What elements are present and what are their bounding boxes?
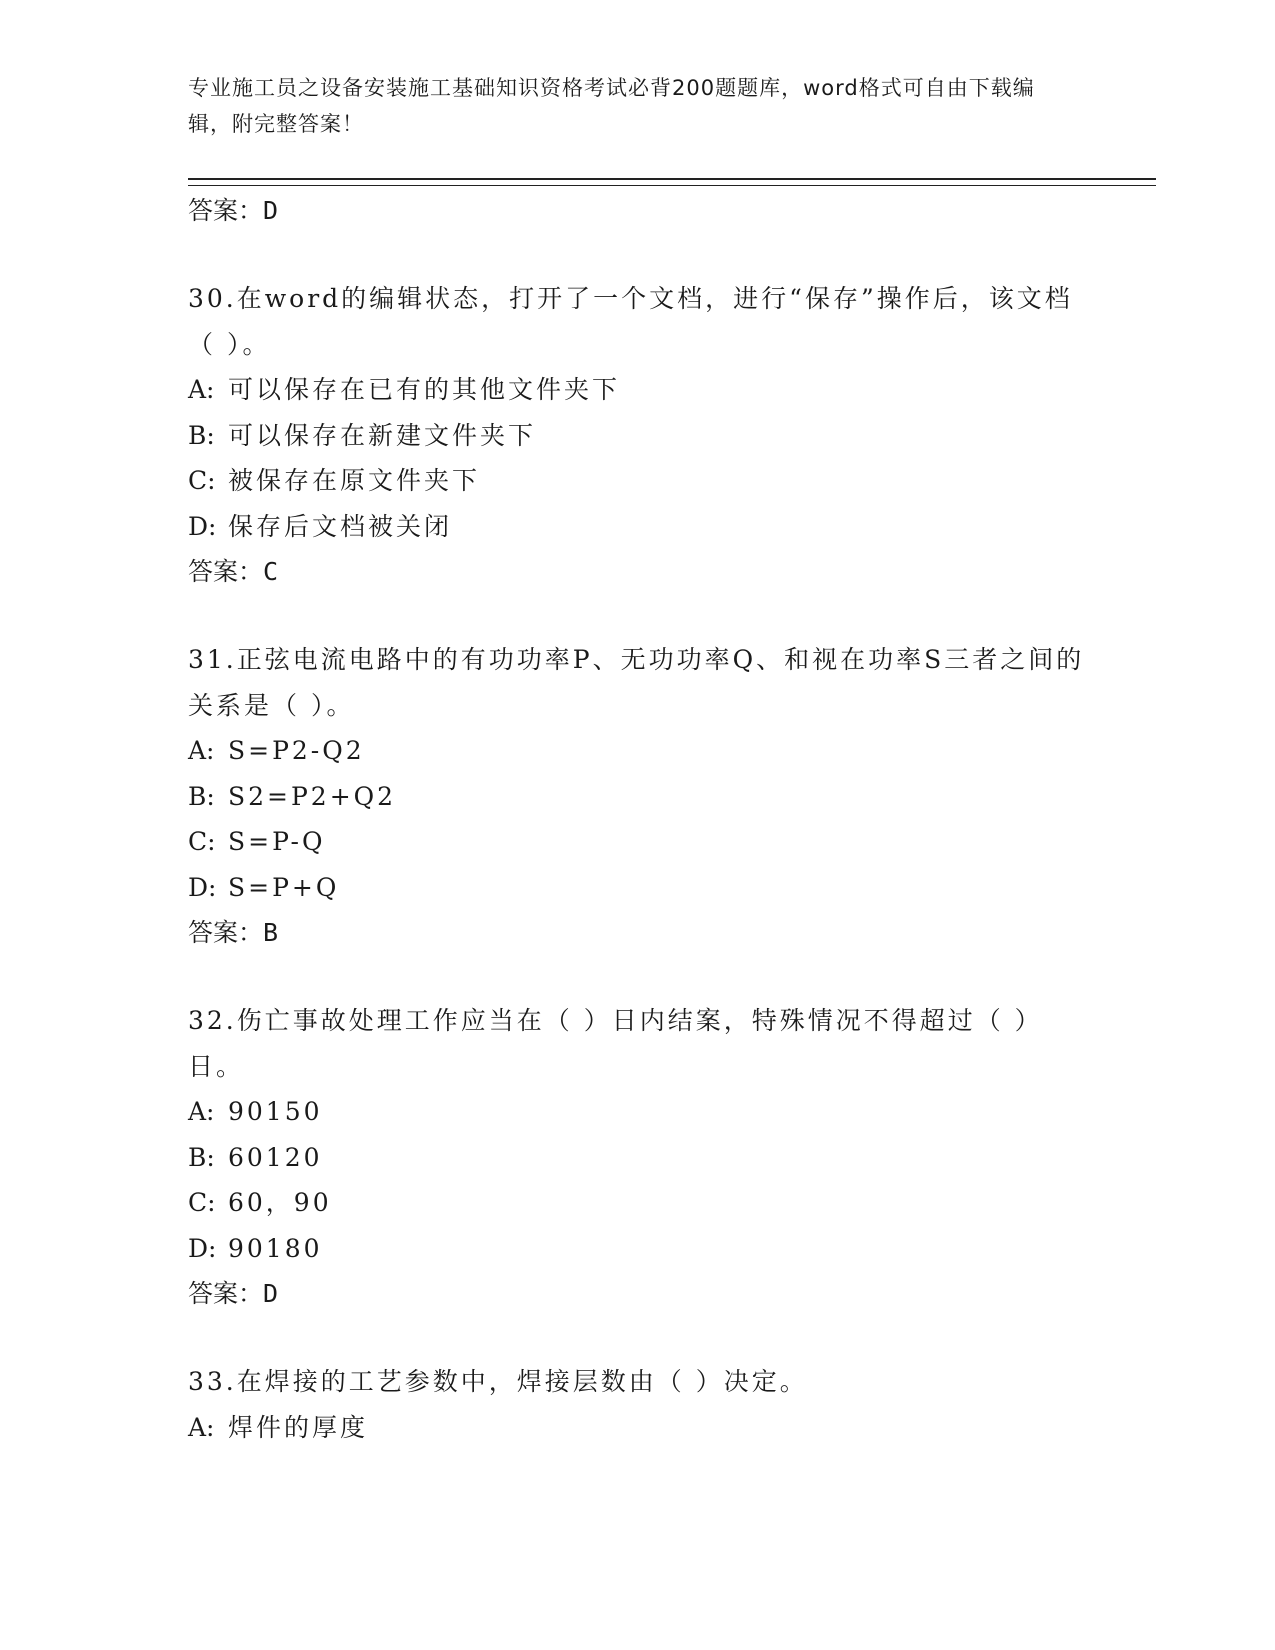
option-b <box>188 413 1088 459</box>
option-letter: D: <box>188 1233 217 1263</box>
spacer <box>188 1317 1088 1359</box>
option-b <box>188 1135 1088 1181</box>
answer-line <box>188 1271 1088 1317</box>
option-text: S=P+Q <box>228 872 340 902</box>
answer-label: 答案： <box>188 1279 264 1308</box>
spacer <box>188 956 1088 998</box>
question-stem: 30.在word的编辑状态，打开了一个文档，进行“保存”操作后，该文档（ ）。 <box>188 284 1073 359</box>
answer-value: C <box>263 557 279 586</box>
option-text: 60120 <box>228 1142 323 1172</box>
option-letter: A: <box>188 1412 215 1442</box>
option-a <box>188 1405 1088 1451</box>
option-c <box>188 458 1088 504</box>
answer-label: 答案： <box>188 918 264 947</box>
question-list <box>188 188 1088 1450</box>
answer-value: D <box>263 1279 279 1308</box>
option-c <box>188 1180 1088 1226</box>
question-block <box>188 1359 1088 1450</box>
option-letter: A: <box>188 1097 215 1126</box>
answer-line <box>188 549 1088 595</box>
option-letter: A: <box>188 736 215 765</box>
option-text: 60，90 <box>228 1188 332 1217</box>
spacer <box>188 595 1088 637</box>
option-letter: B: <box>188 781 215 811</box>
page-header <box>188 70 1078 142</box>
option-text: S=P-Q <box>228 827 326 856</box>
option-letter: C: <box>188 1188 216 1217</box>
spacer <box>188 234 1088 276</box>
option-a <box>188 1089 1088 1135</box>
question-stem: 33.在焊接的工艺参数中，焊接层数由（ ）决定。 <box>188 1367 808 1396</box>
option-text: 90180 <box>228 1233 323 1263</box>
answer-label: 答案： <box>188 196 264 225</box>
option-text: 可以保存在已有的其他文件夹下 <box>228 375 621 404</box>
option-letter: C: <box>188 466 216 495</box>
option-letter: C: <box>188 827 216 856</box>
answer-label: 答案： <box>188 557 264 586</box>
question-block <box>188 276 1088 595</box>
option-d <box>188 865 1088 911</box>
question-block <box>188 637 1088 956</box>
option-text: S2=P2+Q2 <box>228 781 397 811</box>
question-block <box>188 998 1088 1317</box>
option-text: 可以保存在新建文件夹下 <box>228 420 537 450</box>
option-text: 被保存在原文件夹下 <box>228 466 481 495</box>
option-text: S=P2-Q2 <box>228 736 365 765</box>
option-d <box>188 504 1088 550</box>
option-letter: D: <box>188 872 217 902</box>
answer-line <box>188 910 1088 956</box>
option-letter: A: <box>188 375 215 404</box>
answer-value: D <box>263 196 279 225</box>
option-letter: B: <box>188 420 215 450</box>
option-letter: D: <box>188 511 217 541</box>
option-d <box>188 1226 1088 1272</box>
answer-line <box>188 188 1088 234</box>
option-text: 焊件的厚度 <box>228 1412 369 1442</box>
answer-value: B <box>263 918 279 947</box>
option-text: 保存后文档被关闭 <box>228 511 453 541</box>
question-stem: 31.正弦电流电路中的有功功率P、无功功率Q、和视在功率S三者之间的关系是（ ）。 <box>188 645 1085 720</box>
option-letter: B: <box>188 1142 215 1172</box>
header-divider <box>188 178 1156 186</box>
option-a <box>188 728 1088 774</box>
option-c <box>188 819 1088 865</box>
option-a <box>188 367 1088 413</box>
question-stem: 32.伤亡事故处理工作应当在（ ）日内结案，特殊情况不得超过（ ）日。 <box>188 1006 1043 1081</box>
document-title: 专业施工员之设备安装施工基础知识资格考试必背200题题库，word格式可自由下载编辑，附完整答案！ <box>188 76 1035 136</box>
option-text: 90150 <box>228 1097 323 1126</box>
option-b <box>188 774 1088 820</box>
